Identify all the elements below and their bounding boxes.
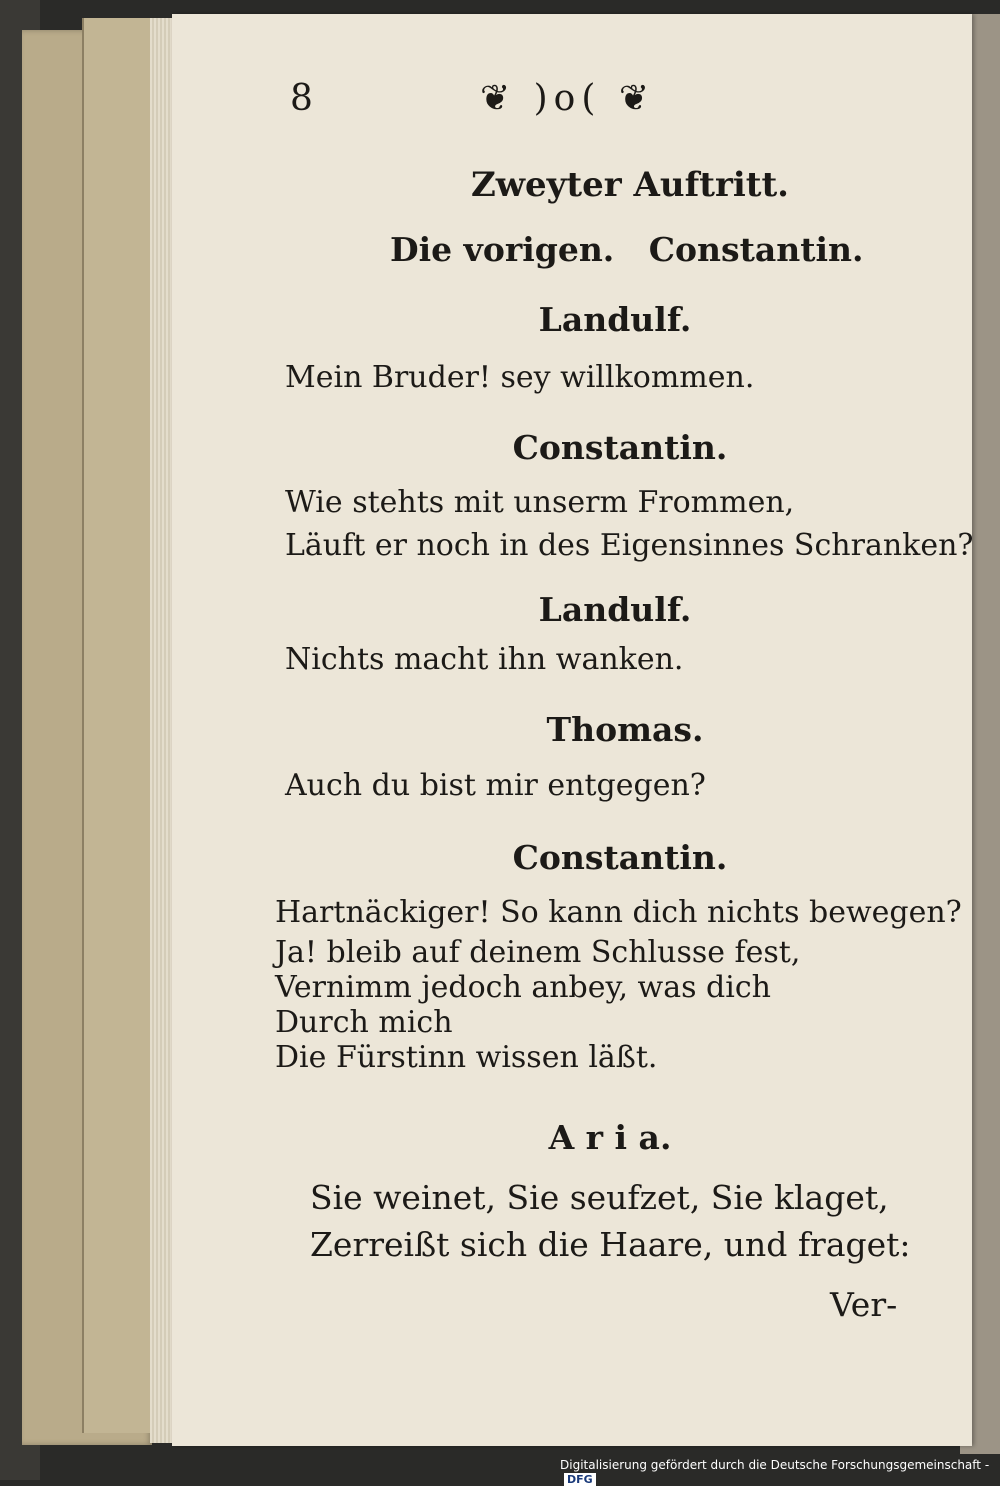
aria-line: Zerreißt sich die Haare, und fraget:: [310, 1225, 911, 1264]
dialogue-line: Durch mich: [275, 1005, 453, 1040]
aria-line: Sie weinet, Sie seufzet, Sie klaget,: [310, 1178, 889, 1217]
speaker-label: Thomas.: [546, 710, 704, 749]
dialogue-line: Hartnäckiger! So kann dich nichts bewegen?: [275, 895, 962, 930]
book-board-edge: [82, 18, 154, 1433]
aria-title: A r i a.: [548, 1118, 672, 1157]
speaker-label: Constantin.: [512, 838, 728, 877]
page-number: 8: [290, 78, 313, 119]
speaker-label: Landulf.: [538, 300, 692, 339]
dialogue-line: Läuft er noch in des Eigensinnes Schranken?: [285, 528, 974, 563]
dialogue-line: Ja! bleib auf deinem Schlusse fest,: [275, 935, 801, 970]
header-ornament: ❦ )o( ❦: [480, 78, 655, 119]
speaker-label: Constantin.: [512, 428, 728, 467]
dialogue-line: Die Fürstinn wissen läßt.: [275, 1040, 658, 1075]
dialogue-line: Nichts macht ihn wanken.: [285, 642, 684, 677]
catchword: Ver-: [830, 1285, 898, 1324]
dialogue-line: Vernimm jedoch anbey, was dich: [275, 970, 771, 1005]
speaker-label: Landulf.: [538, 590, 692, 629]
cast-line: Die vorigen. Constantin.: [390, 230, 864, 269]
dialogue-line: Wie stehts mit unserm Frommen,: [285, 485, 795, 520]
dfg-logo: DFG: [564, 1473, 596, 1486]
dialogue-line: Auch du bist mir entgegen?: [285, 768, 706, 803]
digitization-credit: [560, 1458, 1000, 1486]
scene-title: Zweyter Auftritt.: [470, 165, 790, 205]
credit-text: Digitalisierung gefördert durch die Deutsche Forschungsgemeinschaft -: [560, 1458, 990, 1472]
dialogue-line: Mein Bruder! sey willkommen.: [285, 360, 755, 395]
